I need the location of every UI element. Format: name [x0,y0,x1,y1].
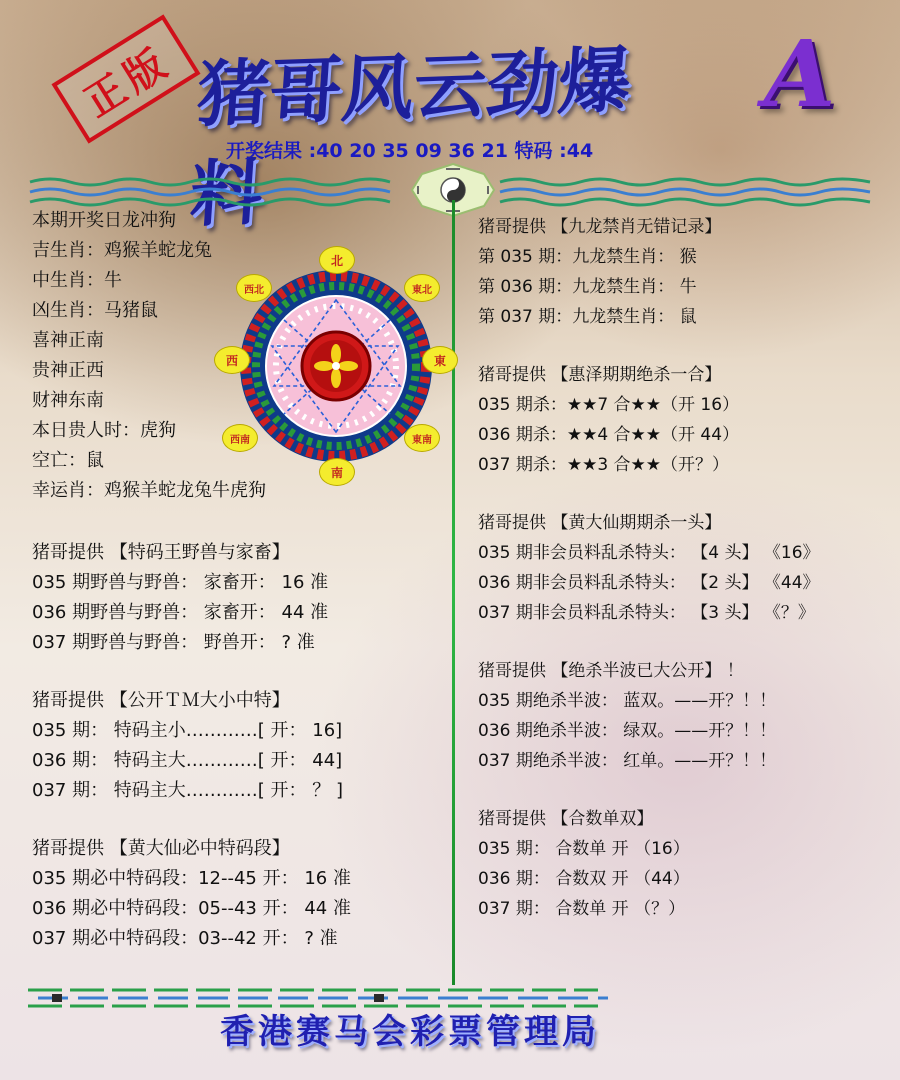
section-header: 猪哥提供 【九龙禁肖无错记录】 [478,217,722,237]
section-row: 036 期： 合数双 开 （44） [478,869,690,889]
section-row: 036 期杀：★★4 合★★（开 44） [478,425,740,445]
draw-results: 开奖结果 :40 20 35 09 36 21 特码 :44 [226,140,594,162]
section-row: 036 期野兽与野兽： 家畜开： 44 准 [32,602,329,623]
section-header: 猪哥提供 【特码王野兽与家畜】 [32,542,290,563]
direction-east: 東 [422,346,458,374]
section-row: 036 期绝杀半波： 绿双。——开？！！ [478,721,777,741]
zodiac-wheel [214,246,454,486]
right-sections [478,212,888,924]
authentic-stamp: 正版 [51,14,200,143]
almanac-line: 凶生肖：马猪鼠 [32,300,158,321]
page-title: 猪哥风云劲爆料 [187,36,634,237]
almanac-line: 本日贵人时：虎狗 [32,420,176,441]
almanac-line: 幸运肖：鸡猴羊蛇龙兔牛虎狗 [32,480,266,501]
direction-northeast: 東北 [404,274,440,302]
direction-south: 南 [319,458,355,486]
direction-north: 北 [319,246,355,274]
section-row: 036 期非会员料乱杀特头： 【2 头】 《44》 [478,573,820,593]
section-row: 037 期野兽与野兽： 野兽开： ? 准 [32,632,315,653]
direction-west: 西 [214,346,250,374]
almanac-line: 中生肖：牛 [32,270,122,291]
almanac-line: 本期开奖日龙冲狗 [32,210,176,231]
section-header: 猪哥提供 【黄大仙必中特码段】 [32,838,290,859]
direction-southwest: 西南 [222,424,258,452]
section-row: 035 期杀：★★7 合★★（开 16） [478,395,740,415]
section-row: 036 期必中特码段：05--43 开： 44 准 [32,898,351,919]
section-row: 037 期： 特码主大…………[ 开： ？ ] [32,780,344,801]
section-row: 037 期非会员料乱杀特头： 【3 头】 《？》 [478,603,815,623]
almanac-line: 贵神正西 [32,360,104,381]
section-row: 035 期绝杀半波： 蓝双。——开？！！ [478,691,777,711]
section-row: 037 期必中特码段：03--42 开： ? 准 [32,928,338,949]
section-row: 035 期必中特码段：12--45 开： 16 准 [32,868,351,889]
section-row: 037 期： 合数单 开 （？） [478,899,686,919]
section-row: 第 035 期：九龙禁生肖： 猴 [478,247,697,267]
section-header: 猪哥提供 【黄大仙期期杀一头】 [478,513,722,533]
edition-letter: A [764,20,836,128]
left-sections [32,538,442,954]
section-row: 035 期： 合数单 开 （16） [478,839,690,859]
footer-wave-separator [28,982,628,1012]
section-row: 035 期： 特码主小…………[ 开： 16] [32,720,343,741]
section-row: 037 期绝杀半波： 红单。——开？！！ [478,751,777,771]
section-row: 036 期： 特码主大…………[ 开： 44] [32,750,343,771]
direction-southeast: 東南 [404,424,440,452]
almanac-line: 财神东南 [32,390,104,411]
section-header: 猪哥提供 【绝杀半波已大公开】 ！ [478,661,744,681]
section-row: 第 036 期：九龙禁生肖： 牛 [478,277,697,297]
section-row: 035 期非会员料乱杀特头： 【4 头】 《16》 [478,543,820,563]
section-header: 猪哥提供 【合数单双】 [478,809,654,829]
section-row: 第 037 期：九龙禁生肖： 鼠 [478,307,697,327]
almanac-line: 吉生肖：鸡猴羊蛇龙兔 [32,240,212,261]
section-header: 猪哥提供 【公开ＴＭ大小中特】 [32,690,290,711]
section-header: 猪哥提供 【惠泽期期绝杀一合】 [478,365,722,385]
footer-organization: 香港赛马会彩票管理局 [220,1012,600,1052]
section-row: 037 期杀：★★3 合★★（开？） [478,455,730,475]
almanac-line: 喜神正南 [32,330,104,351]
almanac-line: 空亡：鼠 [32,450,104,471]
direction-northwest: 西北 [236,274,272,302]
section-row: 035 期野兽与野兽： 家畜开： 16 准 [32,572,329,593]
